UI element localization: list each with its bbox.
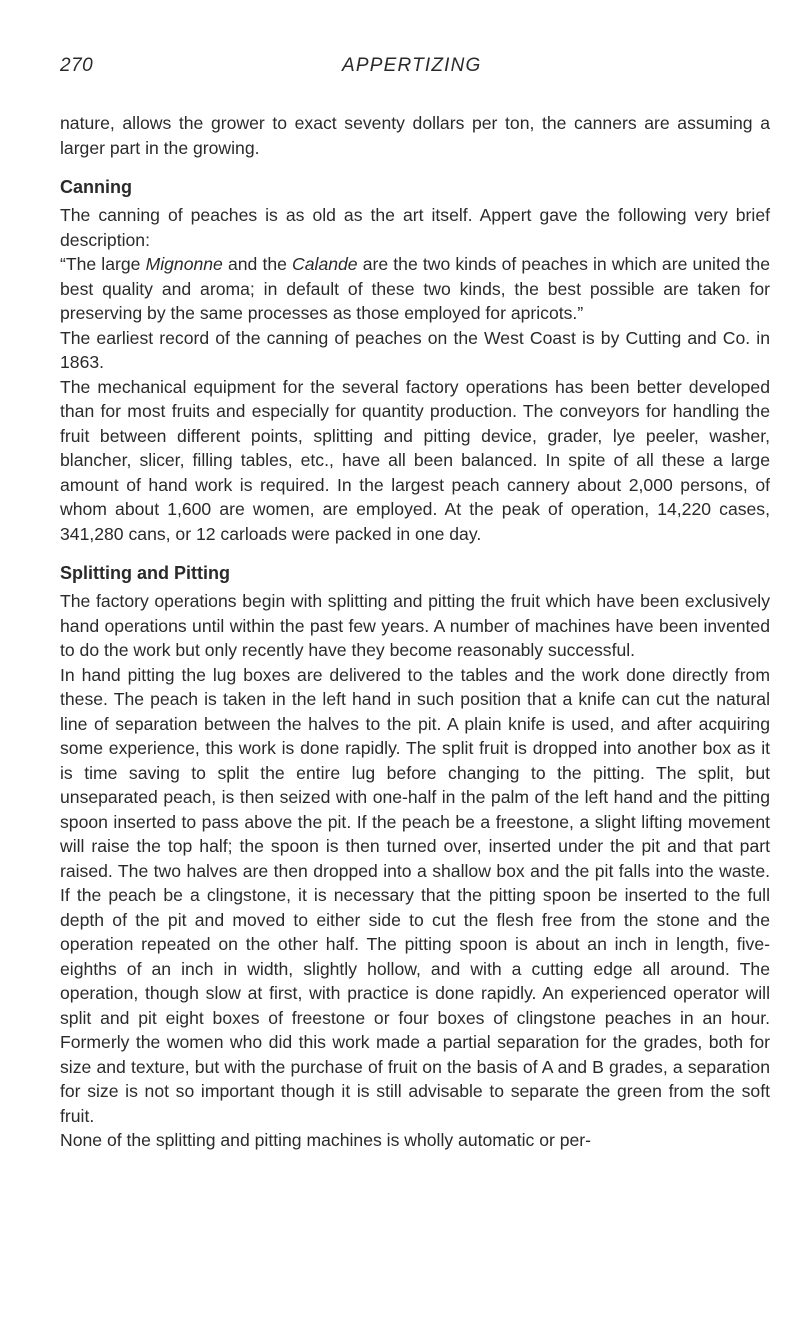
quote-text-part: “The large xyxy=(60,254,146,274)
book-page xyxy=(60,55,770,1153)
paragraph-mechanical-equipment: The mechanical equipment for the several factory operations has been better developed than for most fruits and especially for quantity production. The conveyors for handling the fruit between different points, splitting and pitting device, grader, lye peeler, washer, blancher, slicer, filling tables, etc., have all been balanced. In spite of all these a large amount of hand work is required. In the largest peach cannery about 2,000 persons, of whom about 1,600 are women, are employed. At the peak of operation, 14,220 cases, 341,280 cans, or 12 carloads were packed in one day. xyxy=(60,376,770,544)
paragraph-appert-intro: The canning of peaches is as old as the art itself. Appert gave the following very brief description: xyxy=(60,205,770,250)
page-number: 270 xyxy=(60,55,94,76)
variety-name-calande: Calande xyxy=(292,254,358,274)
paragraph-continued: nature, allows the grower to exact seventy dollars per ton, the canners are assuming a larger part in the growing. xyxy=(60,113,770,158)
quote-text-part: and the xyxy=(222,254,293,274)
paragraph-machines: None of the splitting and pitting machines is wholly automatic or per- xyxy=(60,1130,592,1150)
section-heading-splitting-pitting: Splitting and Pitting xyxy=(60,563,230,583)
running-head xyxy=(60,55,770,81)
running-title: APPERTIZING xyxy=(342,55,482,76)
paragraph-earliest-record: The earliest record of the canning of peaches on the West Coast is by Cutting and Co. in 1863. xyxy=(60,327,770,372)
section-heading-canning: Canning xyxy=(60,177,132,197)
paragraph-factory-operations: The factory operations begin with splitting and pitting the fruit which have been exclusively hand operations until within the past few years. A number of machines have been invented to do the work but only recently have they become reasonably successful. xyxy=(60,591,770,660)
variety-name-mignonne: Mignonne xyxy=(145,254,223,274)
paragraph-hand-pitting: In hand pitting the lug boxes are delivered to the tables and the work done directly from these. The peach is taken in the left hand in such position that a knife can cut the natural line of separation between the halves to the pit. A plain knife is used, and after acquiring some experience, this work is done rapidly. The split fruit is dropped into another box as it is time saving to split the entire lug before changing to the pitting. The split, but unseparated peach, is then seized with one-half in the palm of the left hand and the pitting spoon inserted to pass above the pit. If the peach be a freestone, a slight lifting movement will raise the top half; the spoon is then turned over, inserted under the pit and that part raised. The two halves are then dropped into a shallow box and the pit falls into the waste. If the peach be a clingstone, it is necessary that the pitting spoon be inserted to the full depth of the pit and moved to either side to cut the flesh free from the stone and the operation repeated on the other half. The pitting spoon is about an inch in length, five-eighths of an inch in width, slightly hollow, and with a cutting edge all around. The operation, though slow at first, with practice is done rapidly. An experienced operator will split and pit eight boxes of freestone or four boxes of clingstone peaches in an hour. Formerly the women who did this work made a partial separation for the grades, both for size and texture, but with the purchase of fruit on the basis of A and B grades, a separation for size is not so important though it is still advisable to separate the green from the soft fruit. xyxy=(60,664,770,1126)
paragraph-appert-quote xyxy=(60,252,770,326)
quote-text-part: are the two kinds of peaches in which are united the best quality and aroma; in default of these two kinds, the best possible are taken for preserving by the same processes as those employed for apricots.” xyxy=(60,254,771,323)
